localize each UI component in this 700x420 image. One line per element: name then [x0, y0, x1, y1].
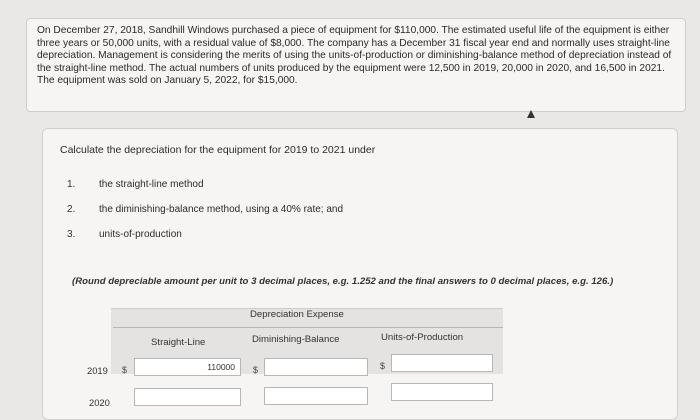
list-number: 3. — [67, 229, 76, 240]
diminishing-balance-2020-input[interactable] — [264, 387, 368, 405]
mouse-cursor-icon — [527, 110, 535, 118]
column-header-diminishing-balance: Diminishing-Balance — [252, 334, 340, 345]
currency-symbol: $ — [122, 365, 127, 375]
row-year-2020: 2020 — [89, 397, 110, 408]
currency-symbol: $ — [380, 361, 385, 371]
methods-list — [67, 179, 343, 254]
units-of-production-2019-input[interactable] — [391, 354, 493, 372]
method-text: the diminishing-balance method, using a 40% rate; and — [99, 204, 344, 215]
list-number: 1. — [67, 179, 76, 190]
problem-text: On December 27, 2018, Sandhill Windows purchased a piece of equipment for $110,000. The estimated useful life of the equipment is either three years or 50,000 units, with a residual value of $8,000. The company has a December 31 fiscal year end and normally uses straight-line depreciation. Management is considering the merits of using the units-of-production or diminishing-balance method of depreciation instead of the straight-line method. The actual numbers of units produced by the equipment were 12,500 in 2019, 20,000 in 2020, and 16,500 in 2021. The equipment was sold on January 5, 2022, for $15,000. — [37, 25, 672, 87]
list-item — [67, 229, 343, 254]
list-item — [67, 204, 343, 229]
question-panel — [42, 128, 678, 420]
depreciation-expense-header: Depreciation Expense — [250, 309, 344, 320]
method-text: units-of-production — [99, 229, 182, 240]
straight-line-2019-input[interactable]: 110000 — [134, 358, 241, 376]
list-number: 2. — [67, 204, 76, 215]
method-text: the straight-line method — [99, 179, 204, 190]
problem-statement — [26, 18, 686, 112]
row-year-2019: 2019 — [87, 365, 108, 376]
header-divider — [113, 327, 503, 328]
diminishing-balance-2019-input[interactable] — [264, 358, 368, 376]
units-of-production-2020-input[interactable] — [391, 383, 493, 401]
column-header-straight-line: Straight-Line — [151, 337, 206, 348]
rounding-note: (Round depreciable amount per unit to 3 decimal places, e.g. 1.252 and the final answers to 0 decimal places, e.g. 126.) — [72, 276, 614, 287]
question-title: Calculate the depreciation for the equipment for 2019 to 2021 under — [60, 144, 376, 156]
list-item — [67, 179, 343, 204]
currency-symbol: $ — [253, 365, 258, 375]
column-header-units-of-production: Units-of-Production — [381, 332, 464, 343]
straight-line-2020-input[interactable] — [134, 388, 241, 406]
